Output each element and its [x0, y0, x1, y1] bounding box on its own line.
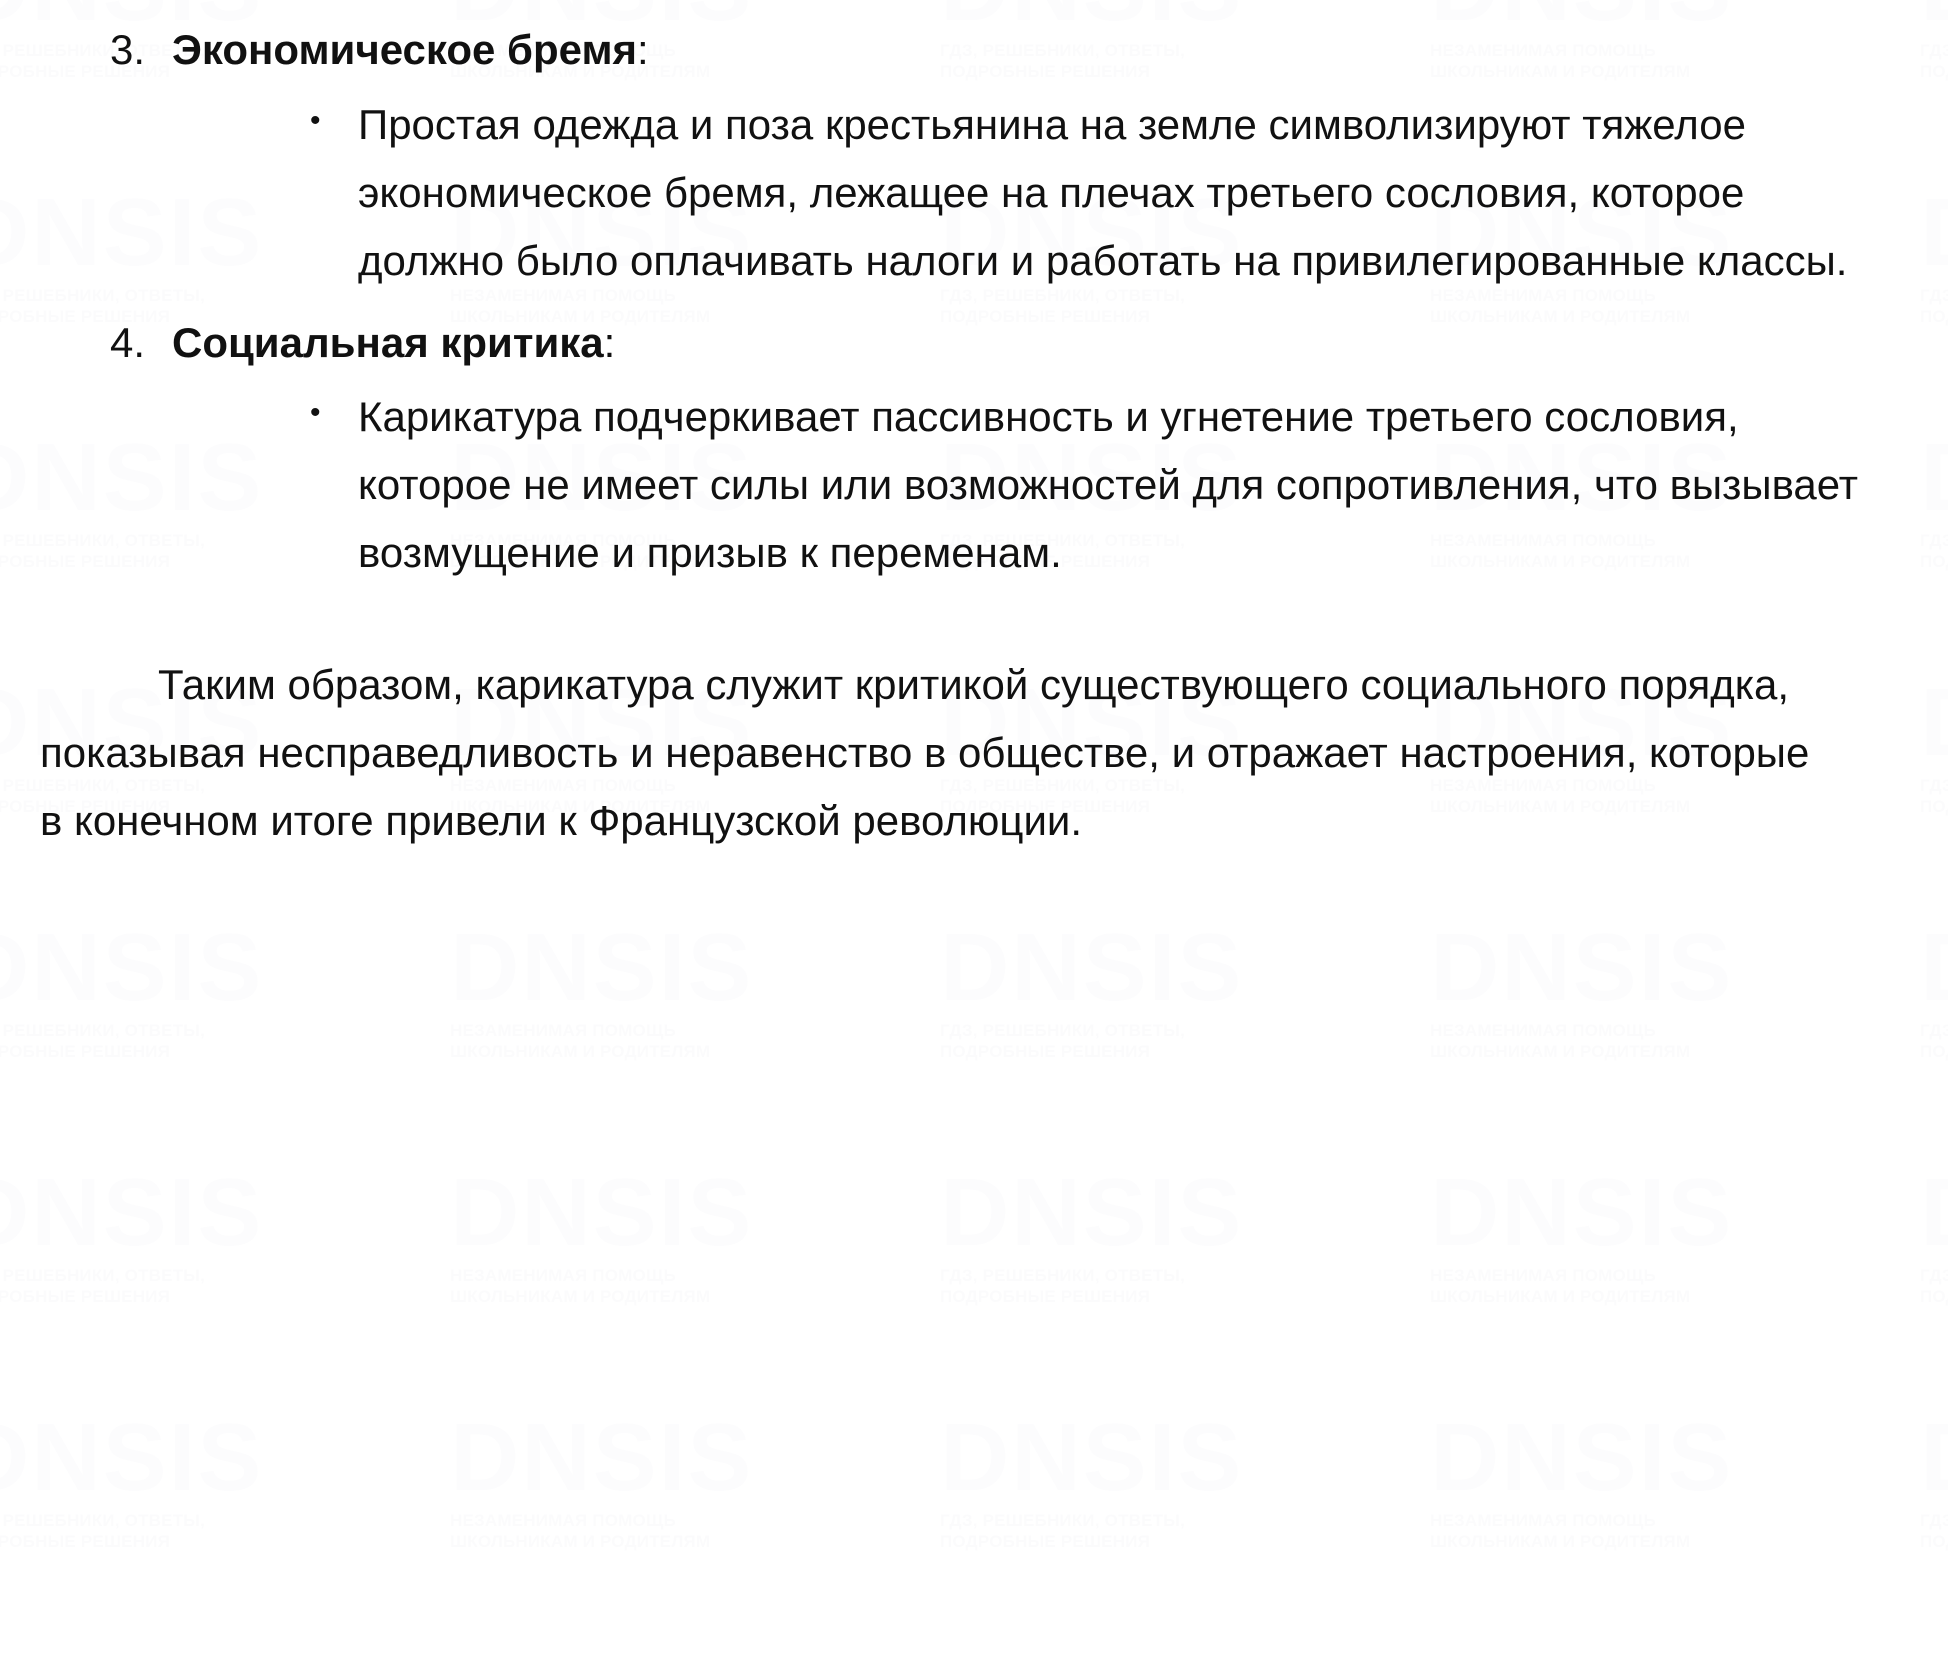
outline-heading	[110, 317, 1888, 370]
watermark-tile	[1920, 1655, 1948, 1663]
watermark-brand	[1430, 1655, 1930, 1663]
watermark-brand	[450, 1410, 950, 1506]
watermark-subtitle	[1430, 1510, 1930, 1553]
watermark-brand	[1920, 1410, 1948, 1506]
watermark-subtitle	[1430, 1020, 1930, 1063]
list-item	[310, 383, 1888, 587]
watermark-brand	[1430, 1410, 1930, 1506]
watermark-brand	[940, 1410, 1440, 1506]
watermark-tile	[1430, 920, 1930, 1063]
watermark-brand	[450, 920, 950, 1016]
watermark-tile	[940, 920, 1440, 1063]
outline-number: 4.	[110, 318, 146, 366]
outline-title-colon: :	[603, 318, 616, 366]
watermark-tile	[450, 920, 950, 1063]
outline-title-colon: :	[637, 26, 649, 73]
outline-title: Экономическое бремя	[172, 26, 638, 73]
closing-paragraph: Таким образом, карикатура служит критикой существующего социального порядка, показывая несправедливость и неравенство в обществе, и отражает настроения, которые в конечном итоге привели к Французской революции.	[40, 661, 1810, 845]
watermark-tile	[0, 1410, 460, 1553]
watermark-tile	[1430, 1655, 1930, 1663]
bullet-dot-icon: •	[310, 103, 321, 137]
watermark-subtitle	[0, 1265, 460, 1308]
watermark-brand	[0, 1410, 460, 1506]
watermark-brand	[450, 1165, 950, 1261]
outline-item-4	[40, 317, 1888, 588]
watermark-tile	[1430, 1165, 1930, 1308]
watermark-brand	[1920, 1655, 1948, 1663]
bullet-text: Карикатура подчеркивает пассивность и угнетение третьего сословия, которое не имеет силы или возможностей для сопротивления, что вызывает возмущение и призыв к переменам.	[358, 393, 1858, 577]
watermark-tile	[450, 1410, 950, 1553]
watermark-tile	[1920, 920, 1948, 1063]
watermark-brand	[0, 920, 460, 1016]
list-item	[310, 91, 1888, 295]
bullet-list	[40, 91, 1888, 295]
outline-item-3	[40, 24, 1888, 295]
watermark-tile	[0, 1655, 460, 1663]
watermark-brand	[940, 1165, 1440, 1261]
outline-heading	[110, 24, 1888, 77]
bullet-dot-icon: •	[310, 396, 321, 430]
watermark-subtitle	[1920, 1510, 1948, 1553]
outline-list	[40, 24, 1888, 587]
watermark-tile	[940, 1655, 1440, 1663]
watermark-subtitle	[0, 1020, 460, 1063]
watermark-tile	[0, 1165, 460, 1308]
watermark-subtitle	[1920, 1020, 1948, 1063]
watermark-subtitle	[450, 1265, 950, 1308]
watermark-brand	[0, 1655, 460, 1663]
watermark-brand	[1920, 920, 1948, 1016]
watermark-brand	[940, 920, 1440, 1016]
outline-number: 3.	[110, 26, 146, 73]
watermark-subtitle	[450, 1510, 950, 1553]
watermark-subtitle	[1430, 1265, 1930, 1308]
watermark-brand	[1920, 1165, 1948, 1261]
watermark-subtitle	[940, 1510, 1440, 1553]
watermark-tile	[0, 920, 460, 1063]
watermark-subtitle	[940, 1265, 1440, 1308]
watermark-subtitle	[940, 1020, 1440, 1063]
watermark-brand	[450, 1655, 950, 1663]
watermark-subtitle	[450, 1020, 950, 1063]
watermark-tile	[450, 1655, 950, 1663]
watermark-tile	[450, 1165, 950, 1308]
watermark-brand	[940, 1655, 1440, 1663]
watermark-brand	[1430, 1165, 1930, 1261]
watermark-tile	[1920, 1165, 1948, 1308]
outline-title: Социальная критика	[172, 318, 604, 366]
watermark-tile	[940, 1410, 1440, 1553]
bullet-text: Простая одежда и поза крестьянина на земле символизируют тяжелое экономическое бремя, лежащее на плечах третьего сословия, которое должно было оплачивать налоги и работать на привилегированные классы.	[358, 100, 1848, 284]
watermark-subtitle	[0, 1510, 460, 1553]
watermark-tile	[1430, 1410, 1930, 1553]
watermark-brand	[0, 1165, 460, 1261]
watermark-tile	[940, 1165, 1440, 1308]
watermark-tile	[1920, 1410, 1948, 1553]
watermark-brand	[1430, 920, 1930, 1016]
bullet-list	[40, 383, 1888, 587]
watermark-subtitle	[1920, 1265, 1948, 1308]
